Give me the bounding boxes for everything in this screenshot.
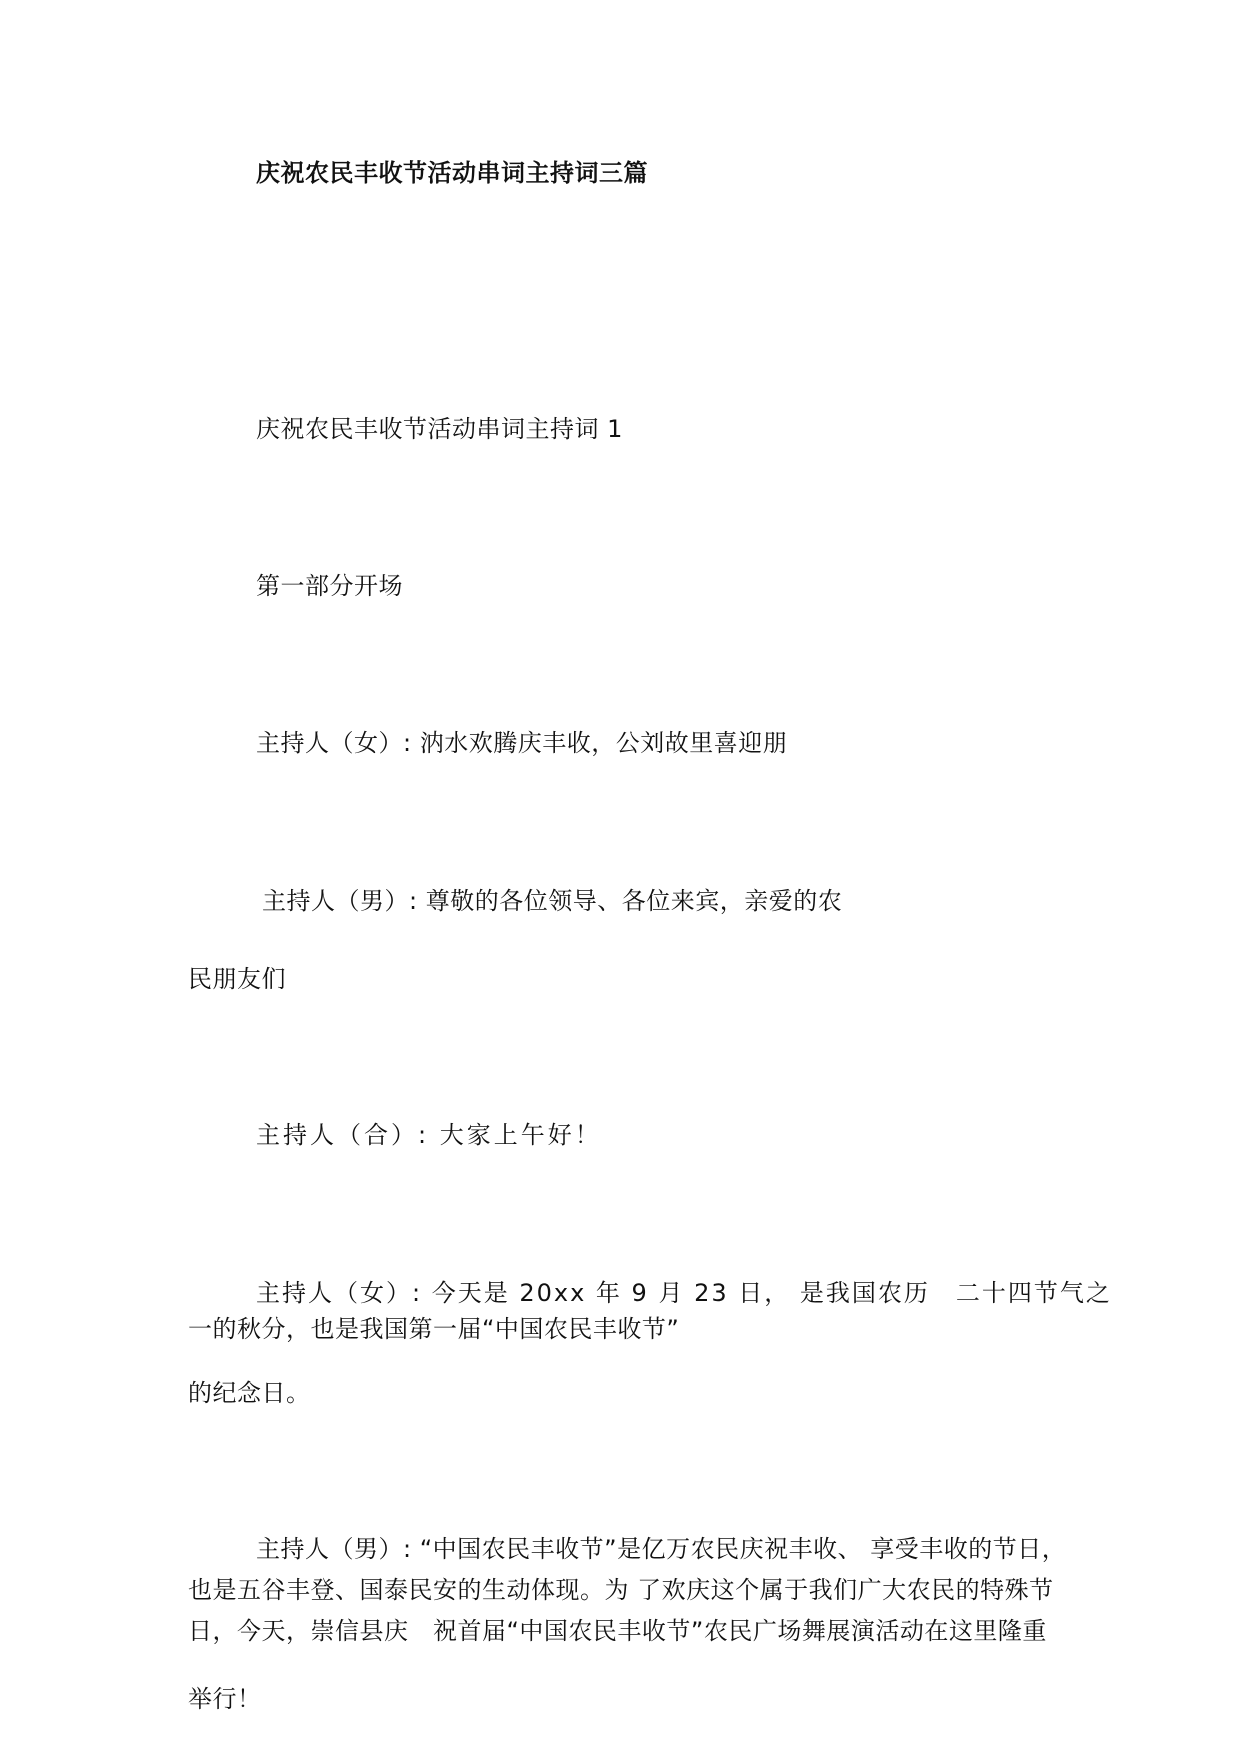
paragraph-line: 也是五谷丰登、国泰民安的生动体现。为 了欢庆这个属于我们广大农民的特殊节: [188, 1576, 1054, 1604]
paragraph-line: 主持人（女）: 汭水欢腾庆丰收，公刘故里喜迎朋: [256, 729, 788, 757]
paragraph-line: 日，今天，崇信县庆 祝首届“中国农民丰收节”农民广场舞展演活动在这里隆重: [188, 1617, 1047, 1645]
paragraph-line: 一的秋分，也是我国第一届“中国农民丰收节”: [188, 1315, 680, 1343]
paragraph-line: 举行！: [188, 1685, 262, 1713]
paragraph-line: 主持人（合）: 大家上午好！: [256, 1121, 602, 1149]
paragraph-line: 主持人（男）: 尊敬的各位领导、各位来宾，亲爱的农: [262, 887, 843, 915]
part-heading: 第一部分开场: [256, 572, 403, 600]
paragraph-line: 的纪念日。: [188, 1379, 311, 1407]
paragraph-line: 主持人（女）: 今天是 20xx 年 9 月 23 日， 是我国农历 二十四节气之: [256, 1279, 1112, 1307]
paragraph-line: 主持人（男）: “中国农民丰收节”是亿万农民庆祝丰收、 享受丰收的节日，: [256, 1535, 1067, 1563]
paragraph-line: 民朋友们: [188, 965, 286, 993]
document-title: 庆祝农民丰收节活动串词主持词三篇: [256, 159, 648, 187]
section-heading: 庆祝农民丰收节活动串词主持词 1: [256, 415, 623, 443]
